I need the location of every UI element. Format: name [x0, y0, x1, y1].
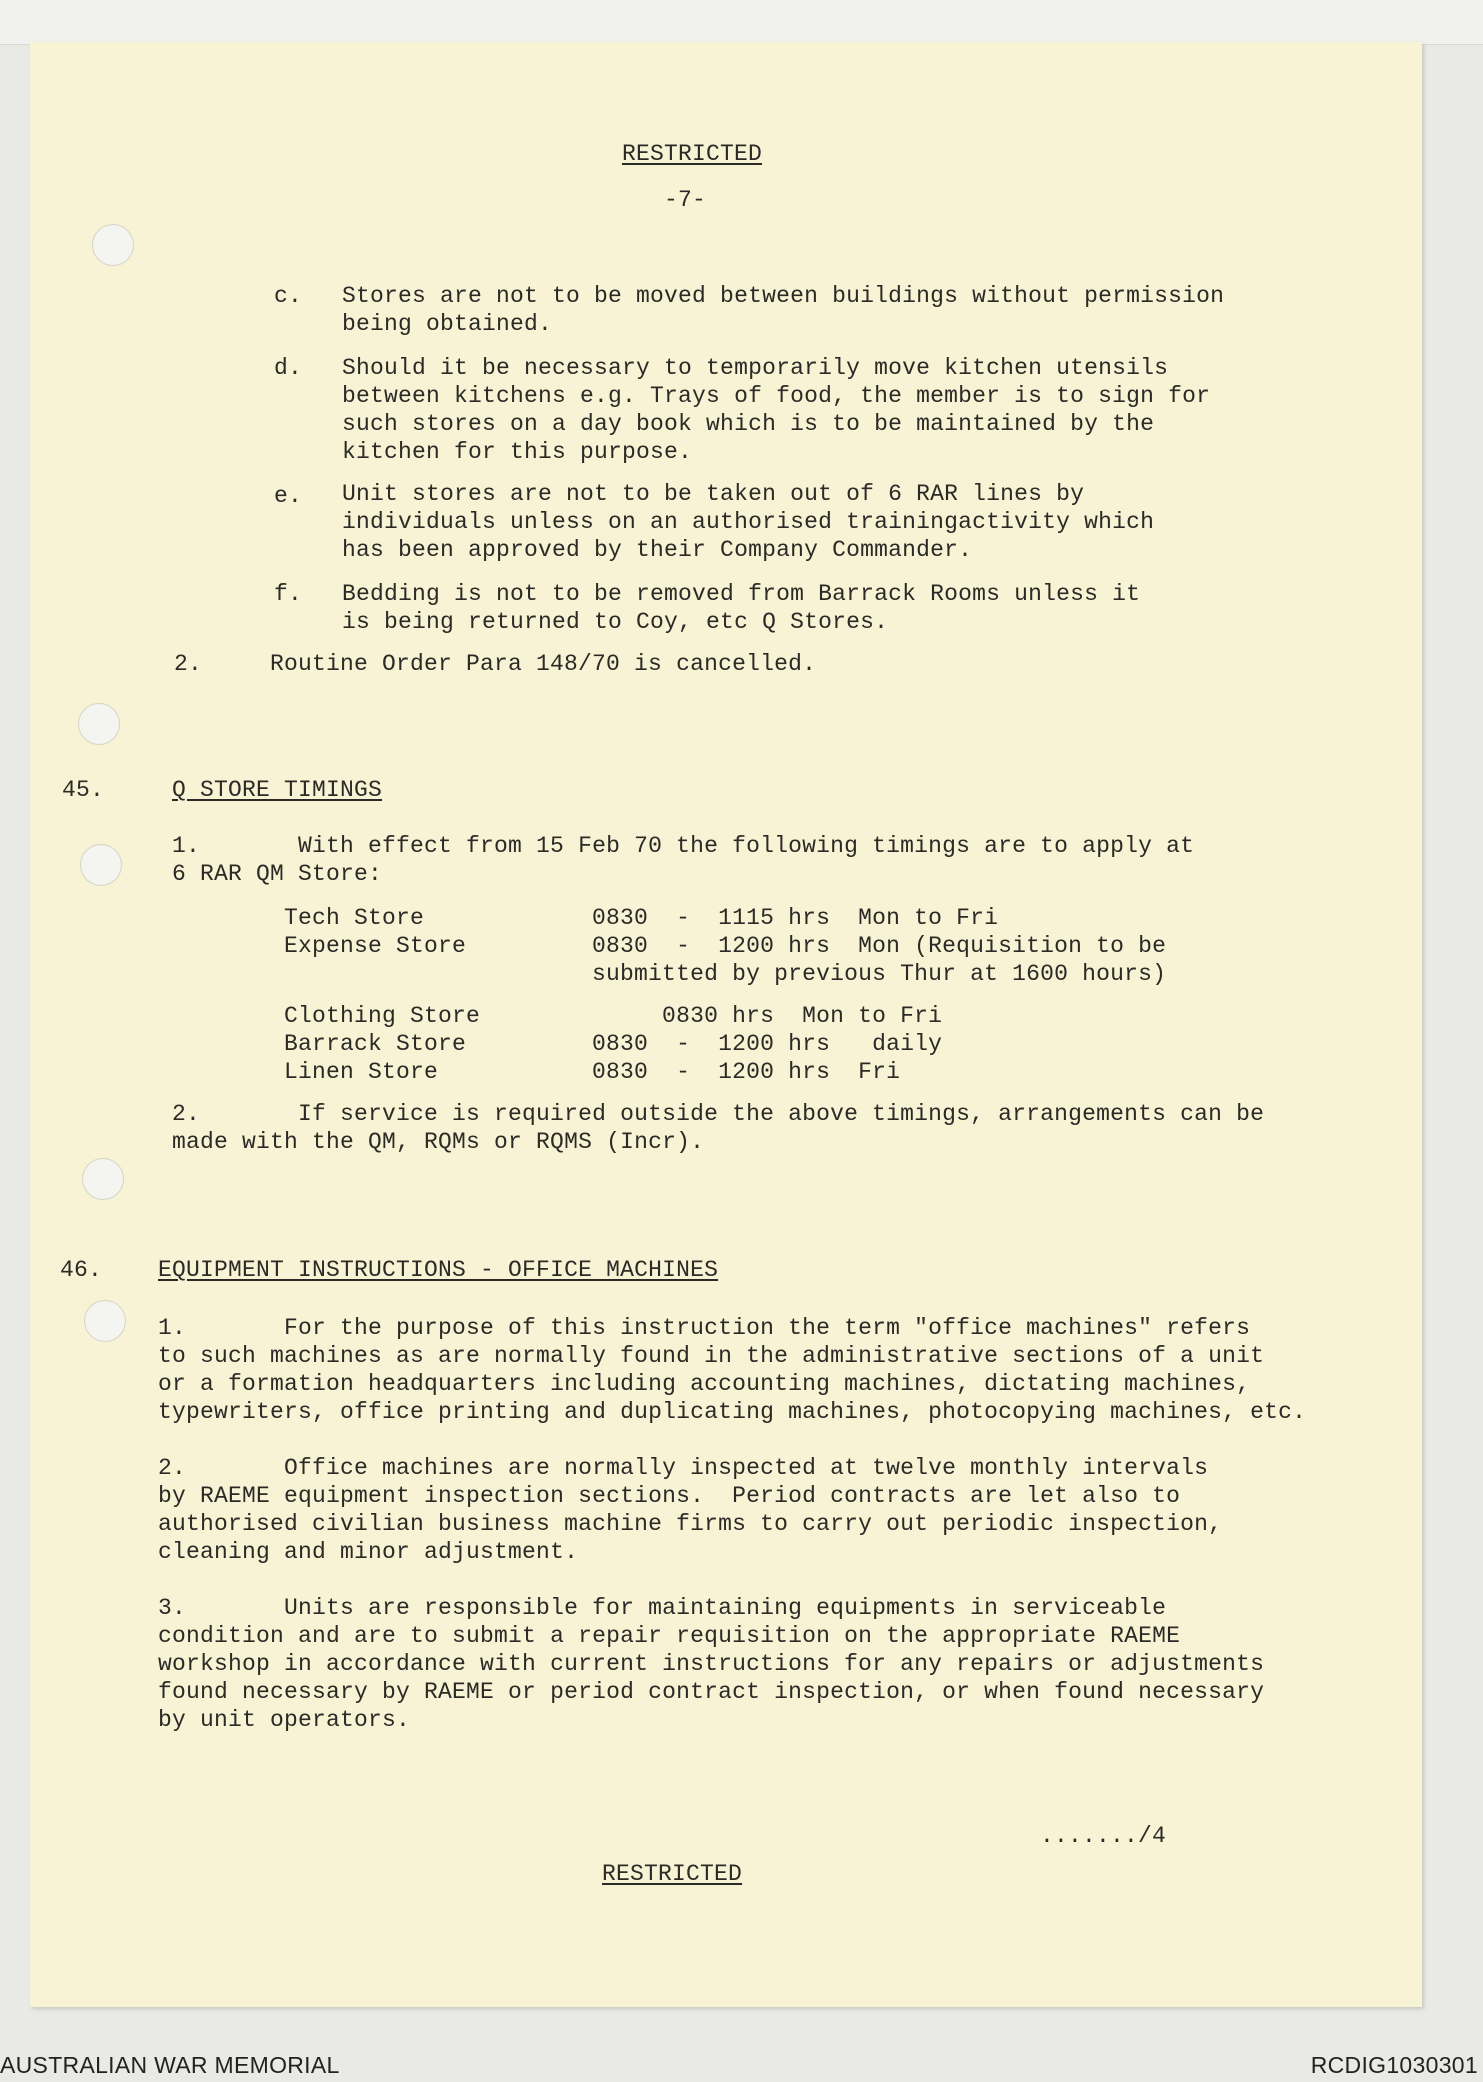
- timing-row: Barrack Store 0830 - 1200 hrs daily: [284, 1031, 943, 1057]
- item-46-para-2-line: cleaning and minor adjustment.: [158, 1539, 579, 1565]
- subpara-c-line: being obtained.: [342, 311, 553, 337]
- item-46-para-2-line: 2. Office machines are normally inspected at twelve monthly intervals: [158, 1455, 1209, 1481]
- subpara-e-line: individuals unless on an authorised trainingactivity which: [342, 509, 1155, 535]
- continuation-marker: ......./4: [1040, 1823, 1167, 1849]
- document-page: [30, 42, 1422, 2007]
- item-46-para-2-line: authorised civilian business machine firms to carry out periodic inspection,: [158, 1511, 1223, 1537]
- item-46-para-1-line: to such machines as are normally found in the administrative sections of a unit: [158, 1343, 1265, 1369]
- subpara-c-label: c.: [274, 283, 303, 309]
- item-46-para-1-line: or a formation headquarters including accounting machines, dictating machines,: [158, 1371, 1251, 1397]
- page-number: -7-: [664, 187, 707, 213]
- punch-hole-icon: [84, 1300, 126, 1342]
- punch-hole-icon: [80, 844, 122, 886]
- subpara-e-line: Unit stores are not to be taken out of 6 RAR lines by: [342, 481, 1085, 507]
- viewer-top-band: [0, 0, 1483, 45]
- subpara-f-label: f.: [274, 581, 303, 607]
- timing-row: Linen Store 0830 - 1200 hrs Fri: [284, 1059, 901, 1085]
- subpara-d-label: d.: [274, 355, 303, 381]
- subpara-d-line: such stores on a day book which is to be maintained by the: [342, 411, 1155, 437]
- subpara-f-line: is being returned to Coy, etc Q Stores.: [342, 609, 889, 635]
- para-2-label: 2.: [174, 651, 203, 677]
- subpara-d-line: between kitchens e.g. Trays of food, the member is to sign for: [342, 383, 1211, 409]
- timing-row: Expense Store 0830 - 1200 hrs Mon (Requisition to be: [284, 933, 1167, 959]
- punch-hole-icon: [82, 1158, 124, 1200]
- timing-row: Clothing Store 0830 hrs Mon to Fri: [284, 1003, 943, 1029]
- item-45-para-1-line: 1. With effect from 15 Feb 70 the following timings are to apply at: [172, 833, 1195, 859]
- punch-hole-icon: [78, 703, 120, 745]
- subpara-e-label: e.: [274, 483, 303, 509]
- item-46-para-3-line: by unit operators.: [158, 1707, 411, 1733]
- item-46-para-3-line: 3. Units are responsible for maintaining equipments in serviceable: [158, 1595, 1167, 1621]
- classification-header: RESTRICTED: [622, 141, 763, 167]
- subpara-d-line: kitchen for this purpose.: [342, 439, 693, 465]
- archive-footer-right: RCDIG1030301: [1310, 2052, 1478, 2078]
- item-46-para-1-line: 1. For the purpose of this instruction the term "office machines" refers: [158, 1315, 1251, 1341]
- item-46-title: EQUIPMENT INSTRUCTIONS - OFFICE MACHINES: [158, 1257, 719, 1283]
- item-45-title: Q STORE TIMINGS: [172, 777, 383, 803]
- punch-hole-icon: [92, 224, 134, 266]
- item-46-para-3-line: found necessary by RAEME or period contract inspection, or when found necessary: [158, 1679, 1265, 1705]
- subpara-d-line: Should it be necessary to temporarily move kitchen utensils: [342, 355, 1169, 381]
- subpara-e-line: has been approved by their Company Commander.: [342, 537, 973, 563]
- item-46-para-2-line: by RAEME equipment inspection sections. Period contracts are let also to: [158, 1483, 1181, 1509]
- item-46-para-3-line: workshop in accordance with current instructions for any repairs or adjustments: [158, 1651, 1265, 1677]
- archive-footer-left: AUSTRALIAN WAR MEMORIAL: [0, 2052, 340, 2078]
- timing-row: Tech Store 0830 - 1115 hrs Mon to Fri: [284, 905, 999, 931]
- item-45-para-2-line: 2. If service is required outside the above timings, arrangements can be: [172, 1101, 1265, 1127]
- item-45-para-1-line: 6 RAR QM Store:: [172, 861, 383, 887]
- para-2-text: Routine Order Para 148/70 is cancelled.: [270, 651, 817, 677]
- item-45-number: 45.: [62, 777, 105, 803]
- item-46-para-3-line: condition and are to submit a repair requisition on the appropriate RAEME: [158, 1623, 1181, 1649]
- item-46-para-1-line: typewriters, office printing and duplicating machines, photocopying machines, etc.: [158, 1399, 1307, 1425]
- subpara-f-line: Bedding is not to be removed from Barrack Rooms unless it: [342, 581, 1141, 607]
- timing-row: submitted by previous Thur at 1600 hours): [284, 961, 1167, 987]
- item-46-number: 46.: [60, 1257, 103, 1283]
- classification-footer: RESTRICTED: [602, 1861, 743, 1887]
- subpara-c-line: Stores are not to be moved between buildings without permission: [342, 283, 1225, 309]
- item-45-para-2-line: made with the QM, RQMs or RQMS (Incr).: [172, 1129, 705, 1155]
